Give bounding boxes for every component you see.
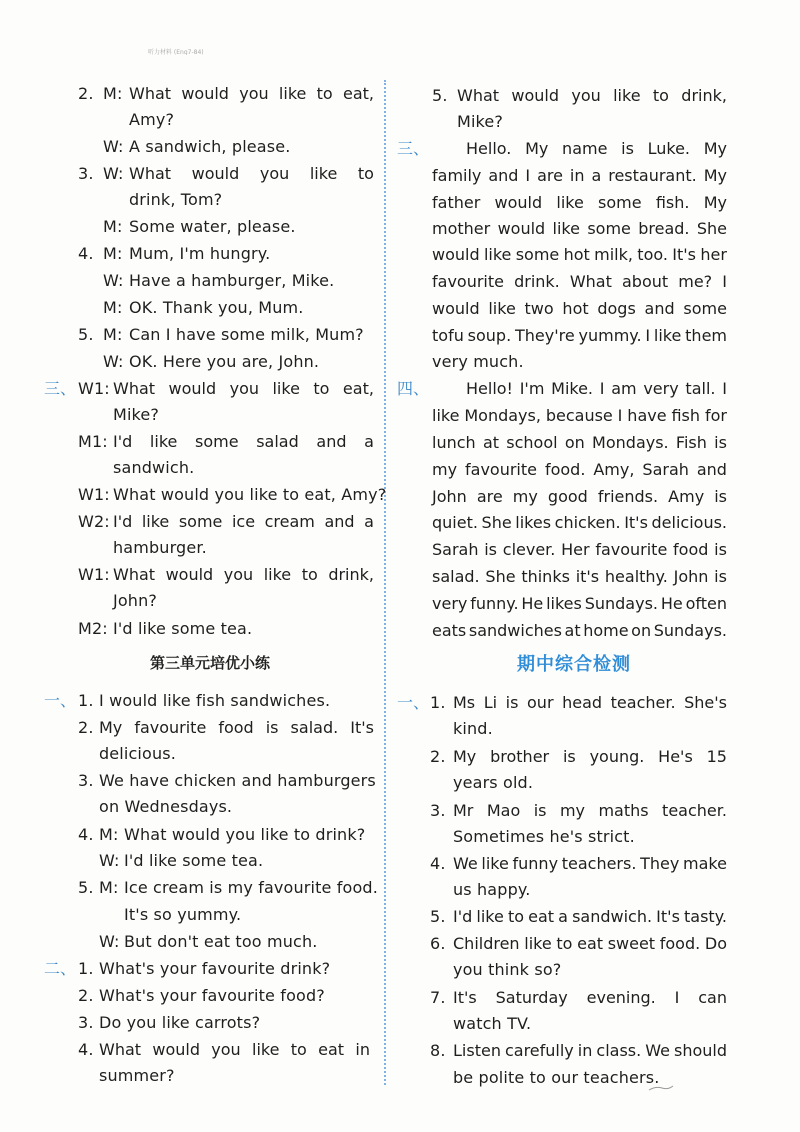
item-number: 5.: [430, 907, 446, 926]
passage-line: Sarah is clever. Her favourite food is: [432, 540, 727, 559]
speaker-label: W:: [103, 164, 124, 183]
item-number: 8.: [430, 1041, 446, 1060]
dialog-line: A sandwich, please.: [129, 137, 291, 156]
speaker-label: M:: [103, 244, 123, 263]
sentence-line: Mr Mao is my maths teacher.: [453, 801, 727, 820]
passage-line: lunch at school on Mondays. Fish is: [432, 433, 727, 452]
passage-line: very funny. He likes Sundays. He often: [432, 594, 727, 613]
speaker-label: M:: [103, 298, 123, 317]
sentence-line: Children like to eat sweet food. Do: [453, 934, 727, 953]
section-heading: 期中综合检测: [517, 654, 631, 675]
item-number: 1.: [78, 959, 94, 978]
dialog-line: What would you like to eat,: [129, 84, 374, 103]
speaker-label: W:: [103, 271, 124, 290]
dialog-line: I'd like some ice cream and a: [113, 512, 374, 531]
dialog-line: I'd like some salad and a: [113, 432, 374, 451]
section-heading: 第三单元培优小练: [149, 654, 270, 672]
item-number: 3.: [78, 1013, 94, 1032]
passage-line: eats sandwiches at home on Sundays.: [432, 621, 727, 640]
dialog-line: What would you like to eat,: [113, 379, 374, 398]
speaker-label: M:: [103, 84, 123, 103]
item-number: 5.: [78, 325, 94, 344]
dialog-line-cont: It's so yummy.: [124, 905, 242, 924]
sentence-line: What would you like to eat in: [99, 1040, 370, 1059]
item-number: 4.: [430, 854, 446, 873]
passage-line: mother would like some bread. She: [432, 219, 727, 238]
speaker-label: W1:: [78, 379, 110, 398]
passage-line: favourite drink. What about me? I: [432, 272, 727, 291]
item-number: 3.: [78, 771, 94, 790]
speaker-label: W1:: [78, 565, 110, 584]
dialog-line-cont: hamburger.: [113, 538, 207, 557]
passage-line: family and I are in a restaurant. My: [432, 166, 727, 185]
dialog-line: Some water, please.: [129, 217, 296, 236]
item-number: 5.: [432, 86, 448, 105]
speaker-label: W1:: [78, 485, 110, 504]
speaker-label: M:: [99, 878, 119, 897]
sentence-line: It's Saturday evening. I can: [453, 988, 727, 1007]
section-marker: 一、: [44, 691, 77, 710]
passage-line: would like some hot milk, too. It's her: [432, 245, 727, 264]
dialog-line: OK. Here you are, John.: [129, 352, 320, 371]
item-number: 1.: [430, 693, 446, 712]
item-number: 2.: [78, 84, 94, 103]
dialog-line: I'd like some tea.: [124, 851, 264, 870]
dialog-line: Can I have some milk, Mum?: [129, 325, 364, 344]
page-header: 听力材料 (Eng7-84): [148, 49, 204, 55]
passage-line: John are my good friends. Amy is: [432, 487, 727, 506]
passage-line: Hello. My name is Luke. My: [466, 139, 727, 158]
dialog-line: But don't eat too much.: [124, 932, 318, 951]
dialog-line: What would you like to: [129, 164, 374, 183]
passage-line: like Mondays, because I have fish for: [432, 406, 727, 425]
passage-line: quiet. She likes chicken. It's delicious.: [432, 513, 727, 532]
speaker-label: M:: [103, 217, 123, 236]
section-marker: 四、: [397, 379, 430, 398]
item-number: 1.: [78, 691, 94, 710]
dialog-line: What would you like to drink,: [113, 565, 374, 584]
speaker-label: M:: [103, 325, 123, 344]
sentence-line-cont: summer?: [99, 1066, 175, 1085]
passage-line: Hello! I'm Mike. I am very tall. I: [466, 379, 727, 398]
passage-line: would like two hot dogs and some: [432, 299, 727, 318]
ink-smudge: [648, 1085, 674, 1091]
section-marker: 三、: [397, 139, 430, 158]
dialog-line: What would you like to drink?: [124, 825, 366, 844]
sentence-line: We have chicken and hamburgers: [99, 771, 376, 790]
sentence-line: Listen carefully in class. We should: [453, 1041, 727, 1060]
sentence-line-cont: on Wednesdays.: [99, 797, 233, 816]
item-number: 7.: [430, 988, 446, 1007]
item-number: 3.: [430, 801, 446, 820]
dialog-line: What would you like to eat, Amy?: [113, 485, 387, 504]
sentence-line: I would like fish sandwiches.: [99, 691, 331, 710]
dialog-line: I'd like some tea.: [113, 619, 253, 638]
item-number: 2.: [78, 718, 94, 737]
item-number: 2.: [430, 747, 446, 766]
section-marker: 一、: [397, 693, 430, 712]
sentence-line: My brother is young. He's 15: [453, 747, 727, 766]
item-number: 2.: [78, 986, 94, 1005]
sentence-line-cont: be polite to our teachers.: [453, 1068, 660, 1087]
item-number: 4.: [78, 244, 94, 263]
speaker-label: M1:: [78, 432, 108, 451]
item-number: 3.: [78, 164, 94, 183]
sentence-line: Ms Li is our head teacher. She's: [453, 693, 727, 712]
sentence-line-cont: kind.: [453, 719, 493, 738]
sentence-line-cont: Sometimes he's strict.: [453, 827, 635, 846]
sentence-line-cont: delicious.: [99, 744, 176, 763]
item-number: 6.: [430, 934, 446, 953]
sentence-line: What's your favourite food?: [99, 986, 325, 1005]
dialog-line: OK. Thank you, Mum.: [129, 298, 304, 317]
sentence-line: What would you like to drink,: [457, 86, 727, 105]
passage-line: father would like some fish. My: [432, 193, 727, 212]
dialog-line: Ice cream is my favourite food.: [124, 878, 378, 897]
dialog-line-cont: John?: [113, 591, 158, 610]
sentence-line-cont: Mike?: [457, 112, 504, 131]
passage-line: very much.: [432, 352, 524, 371]
sentence-line: I'd like to eat a sandwich. It's tasty.: [453, 907, 727, 926]
passage-line: salad. She thinks it's healthy. John is: [432, 567, 727, 586]
speaker-label: M:: [99, 825, 119, 844]
sentence-line-cont: watch TV.: [453, 1014, 532, 1033]
dialog-line-cont: drink, Tom?: [129, 190, 223, 209]
passage-line: tofu soup. They're yummy. I like them: [432, 326, 727, 345]
speaker-label: W:: [103, 137, 124, 156]
dialog-line-cont: Amy?: [129, 110, 175, 129]
section-marker: 二、: [44, 959, 77, 978]
speaker-label: M2:: [78, 619, 108, 638]
speaker-label: W:: [99, 851, 120, 870]
item-number: 5.: [78, 878, 94, 897]
dialog-line-cont: sandwich.: [113, 458, 195, 477]
sentence-line: We like funny teachers. They make: [453, 854, 727, 873]
speaker-label: W:: [103, 352, 124, 371]
sentence-line: My favourite food is salad. It's: [99, 718, 374, 737]
section-marker: 三、: [44, 379, 77, 398]
sentence-line-cont: us happy.: [453, 880, 531, 899]
dialog-line-cont: Mike?: [113, 405, 160, 424]
item-number: 4.: [78, 1040, 94, 1059]
sentence-line-cont: years old.: [453, 773, 534, 792]
column-divider: [384, 80, 386, 1085]
sentence-line: What's your favourite drink?: [99, 959, 331, 978]
speaker-label: W:: [99, 932, 120, 951]
dialog-line: Have a hamburger, Mike.: [129, 271, 335, 290]
sentence-line-cont: you think so?: [453, 960, 562, 979]
sentence-line: Do you like carrots?: [99, 1013, 261, 1032]
passage-line: my favourite food. Amy, Sarah and: [432, 460, 727, 479]
item-number: 4.: [78, 825, 94, 844]
speaker-label: W2:: [78, 512, 110, 531]
dialog-line: Mum, I'm hungry.: [129, 244, 271, 263]
